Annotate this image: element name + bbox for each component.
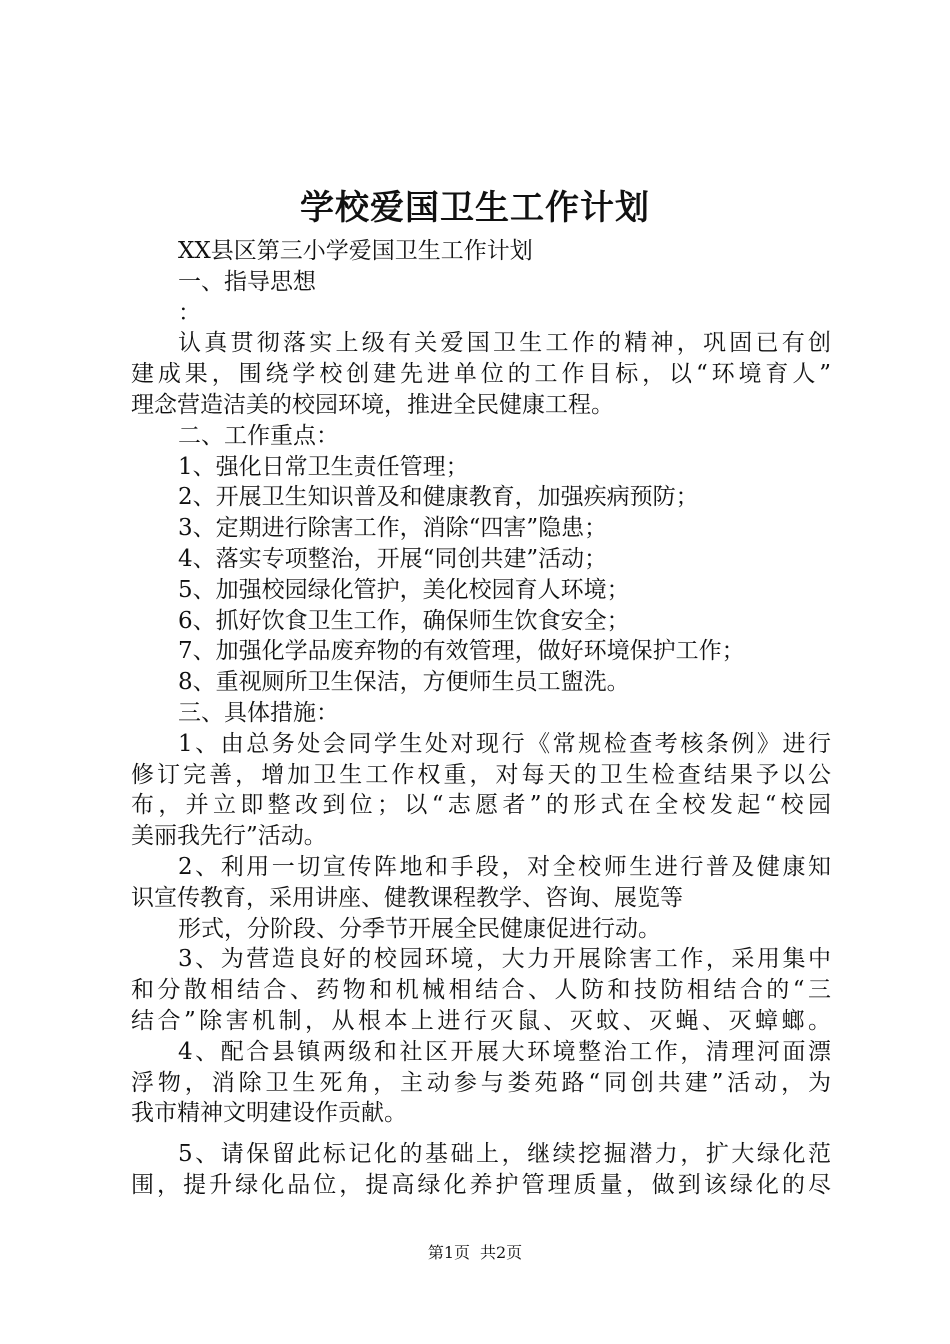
body-line: 2、利用一切宣传阵地和手段，对全校师生进行普及健康知 bbox=[178, 853, 831, 880]
list-item: 1、强化日常卫生责任管理； bbox=[178, 453, 469, 480]
list-item: 5、加强校园绿化管护，美化校园育人环境； bbox=[178, 576, 630, 603]
list-item: 2、开展卫生知识普及和健康教育，加强疾病预防； bbox=[178, 484, 699, 511]
list-item: 8、重视厕所卫生保洁，方便师生员工盥洗。 bbox=[178, 669, 630, 696]
body-line: 围，提升绿化品位，提高绿化养护管理质量，做到该绿化的尽 bbox=[131, 1171, 831, 1198]
body-line: 3、为营造良好的校园环境，大力开展除害工作，采用集中 bbox=[178, 946, 831, 973]
body-line: 建成果，围绕学校创建先进单位的工作目标，以“环境育人” bbox=[131, 361, 831, 388]
page-footer bbox=[0, 1242, 950, 1264]
body-line: XX县区第三小学爱国卫生工作计划 bbox=[178, 238, 533, 264]
page-total: 共2页 bbox=[480, 1243, 523, 1262]
list-item: 3、定期进行除害工作，消除“四害”隐患； bbox=[178, 515, 608, 542]
body-line: 结合”除害机制，从根本上进行灭鼠、灭蚊、灭蝇、灭蟑螂。 bbox=[131, 1007, 831, 1034]
body-line: 1、由总务处会同学生处对现行《常规检查考核条例》进行 bbox=[178, 730, 831, 757]
body-line: 我市精神文明建设作贡献。 bbox=[131, 1100, 407, 1127]
body-line: 修订完善，增加卫生工作权重，对每天的卫生检查结果予以公 bbox=[131, 761, 831, 788]
body-line: 认真贯彻落实上级有关爱国卫生工作的精神，巩固已有创 bbox=[178, 330, 831, 357]
body-line: 4、配合县镇两级和社区开展大环境整治工作，清理河面漂 bbox=[178, 1038, 831, 1065]
body-line: 浮物，消除卫生死角，主动参与娄苑路“同创共建”活动，为 bbox=[131, 1069, 831, 1096]
body-line: 美丽我先行”活动。 bbox=[131, 823, 327, 850]
body-line: 识宣传教育，采用讲座、健教课程教学、咨询、展览等 bbox=[131, 884, 683, 911]
list-item: 6、抓好饮食卫生工作，确保师生饮食安全； bbox=[178, 607, 630, 634]
section-heading: 三、具体措施： bbox=[178, 699, 339, 726]
document-body bbox=[131, 236, 831, 1201]
body-line: 形式，分阶段、分季节开展全民健康促进行动。 bbox=[178, 915, 661, 942]
paragraph-gap bbox=[131, 1129, 831, 1139]
page-number: 第1页 bbox=[427, 1243, 470, 1262]
body-line: 布，并立即整改到位；以“志愿者”的形式在全校发起“校园 bbox=[131, 792, 831, 819]
section-heading: 二、工作重点： bbox=[178, 422, 339, 449]
body-line: 5、请保留此标记化的基础上，继续挖掘潜力，扩大绿化范 bbox=[178, 1141, 831, 1168]
body-line: 理念营造洁美的校园环境，推进全民健康工程。 bbox=[131, 391, 614, 418]
body-line: 和分散相结合、药物和机械相结合、人防和技防相结合的“三 bbox=[131, 977, 831, 1004]
section-heading: 一、指导思想 bbox=[178, 268, 316, 295]
list-item: 4、落实专项整治，开展“同创共建”活动； bbox=[178, 545, 608, 572]
document-title: 学校爱国卫生工作计划 bbox=[300, 188, 650, 228]
body-line: ： bbox=[178, 299, 201, 326]
list-item: 7、加强化学品废弃物的有效管理，做好环境保护工作； bbox=[178, 638, 745, 665]
